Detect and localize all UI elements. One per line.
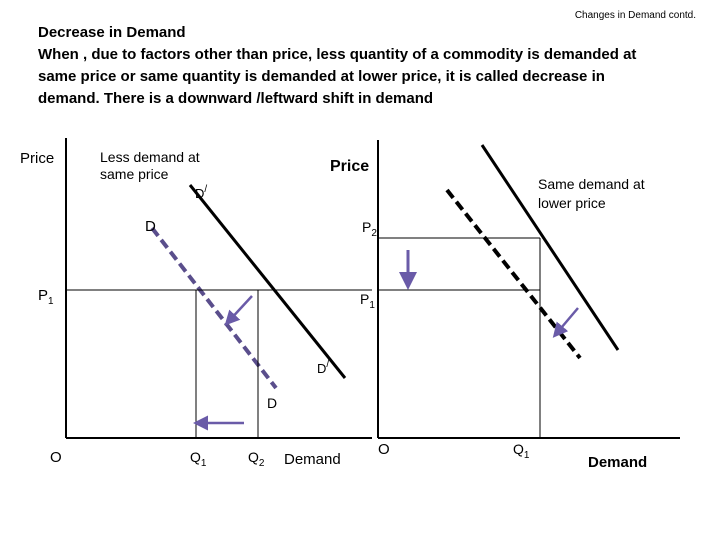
left-y-axis-label: Price bbox=[20, 150, 55, 167]
right-q1-sub: 1 bbox=[523, 450, 530, 461]
right-q1-label bbox=[513, 441, 530, 461]
right-p1-letter: P bbox=[360, 291, 370, 307]
right-shifted-demand-curve bbox=[447, 190, 580, 358]
body-line-1: When , due to factors other than price, less quantity of a commodity is demanded at bbox=[38, 46, 637, 63]
right-diagram bbox=[330, 140, 680, 471]
right-p1-sub: 1 bbox=[369, 300, 375, 311]
left-q2-label bbox=[248, 449, 265, 469]
slide-title: Decrease in Demand bbox=[38, 24, 186, 41]
original-curve-label bbox=[195, 184, 207, 201]
right-q1-letter: Q bbox=[513, 441, 524, 457]
shift-arrow-diagonal bbox=[228, 296, 252, 322]
corner-label: Changes in Demand contd. bbox=[574, 10, 696, 21]
left-diagram bbox=[20, 138, 372, 469]
right-origin-label: O bbox=[378, 441, 390, 458]
left-q1-label bbox=[190, 449, 207, 469]
shifted-curve-label bbox=[145, 218, 156, 235]
left-annotation-line-1: Less demand at bbox=[100, 149, 200, 165]
lower-original-curve-prime: / bbox=[326, 359, 330, 370]
shifted-curve-label-letter: D bbox=[145, 218, 156, 235]
left-q1-sub: 1 bbox=[200, 458, 207, 469]
right-x-axis-label: Demand bbox=[588, 454, 648, 471]
right-p2-label bbox=[362, 219, 377, 239]
shifted-demand-curve bbox=[152, 228, 276, 388]
lower-shifted-curve-label: D bbox=[267, 395, 278, 411]
left-q2-letter: Q bbox=[248, 449, 259, 465]
right-annotation-line-1: Same demand at bbox=[538, 176, 645, 192]
left-origin-label: O bbox=[50, 449, 62, 466]
original-curve-label-prime: / bbox=[204, 184, 208, 195]
right-shift-arrow-diagonal bbox=[556, 308, 578, 334]
left-annotation-line-2: same price bbox=[100, 166, 169, 182]
right-y-axis-label: Price bbox=[330, 158, 370, 175]
left-p1-letter: P bbox=[38, 287, 49, 304]
right-annotation-line-2: lower price bbox=[538, 195, 606, 211]
right-p2-sub: 2 bbox=[371, 228, 377, 239]
left-q1-letter: Q bbox=[190, 449, 201, 465]
lower-original-curve-label bbox=[317, 359, 329, 376]
left-p1-sub: 1 bbox=[48, 296, 54, 307]
original-curve-label-letter: D bbox=[195, 186, 205, 201]
right-p1-label bbox=[360, 291, 375, 311]
left-p1-label bbox=[38, 287, 54, 307]
left-x-axis-label: Demand bbox=[284, 451, 341, 468]
right-p2-letter: P bbox=[362, 219, 372, 235]
body-line-2: same price or same quantity is demanded at lower price, it is called decrease in bbox=[38, 68, 605, 85]
body-line-3: demand. There is a downward /leftward shift in demand bbox=[38, 90, 434, 107]
left-q2-sub: 2 bbox=[258, 458, 265, 469]
original-demand-curve bbox=[190, 185, 345, 378]
lower-original-curve-letter: D bbox=[317, 361, 327, 376]
